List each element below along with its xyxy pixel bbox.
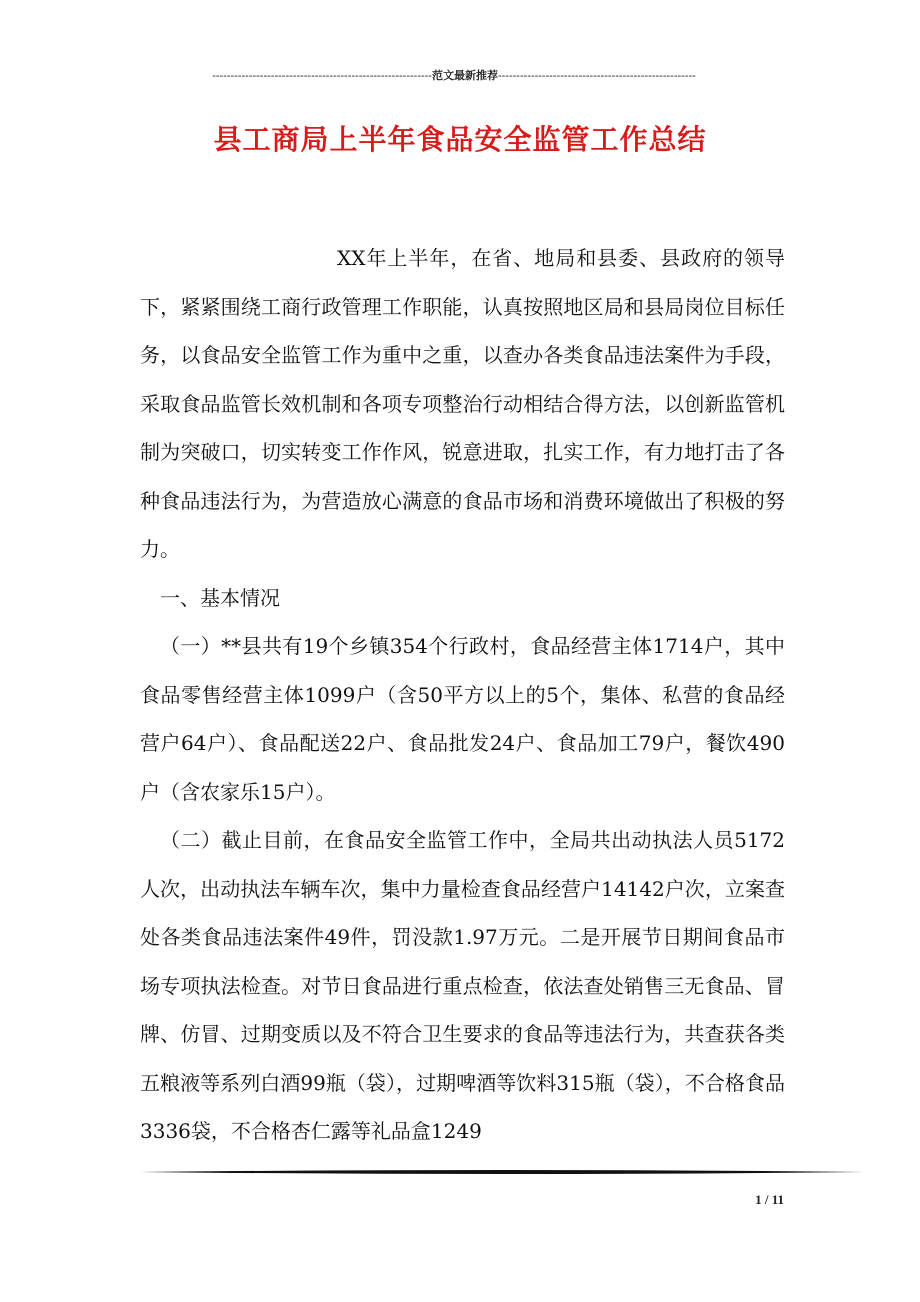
paragraph-section-1: （一）**县共有19个乡镇354个行政村，食品经营主体1714户，其中食品零售经营主体1099户（含50平方以上的5个，集体、私营的食品经营户64户）、食品配送22户、食品批发24户、食品加工79户，餐饮490户（含农家乐15户）。	[140, 634, 785, 804]
footer-rule	[140, 1168, 864, 1176]
page-header	[140, 66, 768, 86]
header-dashes-right: ------------------------------------------------------	[497, 70, 696, 82]
section-heading-basic-situation: 一、基本情况	[160, 585, 280, 610]
paragraph-section-2: （二）截止目前，在食品安全监管工作中，全局共出动执法人员5172人次，出动执法车辆车次，集中力量检查食品经营户14142户次，立案查处各类食品违法案件49件，罚没款1.97万元。二是开展节日期间食品市场专项执法检查。对节日食品进行重点检查，依法查处销售三无食品、冒牌、仿冒、过期变质以及不符合卫生要求的食品等违法行为，共查获各类五粮液等系列白酒99瓶（袋），过期啤酒等饮料315瓶（袋），不合格食品3336袋，不合格杏仁露等礼品盒1249	[140, 828, 785, 1143]
page-number: 1 / 11	[755, 1192, 784, 1207]
document-body	[140, 234, 785, 1156]
paragraph-intro: XX年上半年，在省、地局和县委、县政府的领导下，紧紧围绕工商行政管理工作职能，认真按照地区局和县局岗位目标任务，以食品安全监管工作为重中之重，以查办各类食品违法案件为手段，采取食品监管长效机制和各项专项整治行动相结合得方法，以创新监管机制为突破口，切实转变工作作风，锐意进取，扎实工作，有力地打击了各种食品违法行为，为营造放心满意的食品市场和消费环境做出了积极的努力。	[140, 246, 785, 561]
header-label: 范文最新推荐	[431, 70, 498, 82]
document-title: 县工商局上半年食品安全监管工作总结	[213, 123, 707, 156]
header-dashes-left: ------------------------------------------------------------	[212, 70, 432, 82]
